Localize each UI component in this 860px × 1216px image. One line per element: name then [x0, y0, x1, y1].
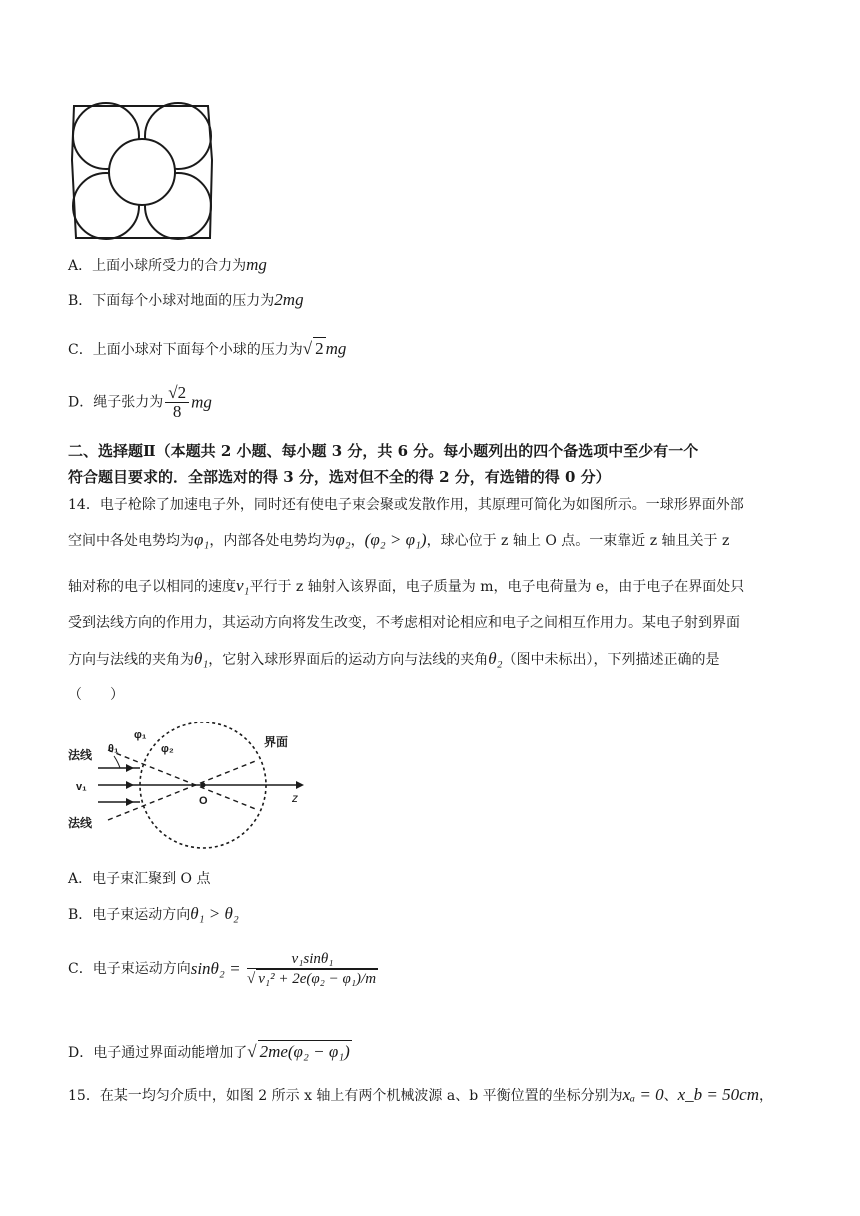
q14-line3: 轴对称的电子以相同的速度v₁平行于 z 轴射入该界面，电子质量为 m，电子电荷量为 e，由于电子在界面处只 — [68, 576, 745, 595]
spheres-figure — [68, 100, 218, 245]
label-interface: 界面 — [264, 735, 289, 749]
q14-line2: 空间中各处电势均为φ₁，内部各处电势均为φ₂，(φ₂ > φ₁)，球心位于 z 轴上 O 点。一束靠近 z 轴且关于 z — [68, 530, 730, 549]
z-axis-arrow — [296, 781, 304, 789]
section2-header-line2: 符合题目要求的．全部选对的得 3 分，选对但不全的得 2 分，有选错的得 0 分） — [68, 468, 611, 486]
q15-line1: 15．在某一均匀介质中，如图 2 所示 x 轴上有两个机械波源 a、b 平衡位置的坐标分别为xₐ = 0、x_b = 50cm， — [68, 1085, 773, 1104]
q14-line4: 受到法线方向的作用力，其运动方向将发生改变，不考虑相对论相应和电子之间相互作用力。某电子射到界面 — [68, 615, 740, 631]
option-b: B．下面每个小球对地面的压力为2mg — [68, 290, 304, 309]
label-o: O — [199, 795, 208, 807]
label-normal-bottom: 法线 — [68, 816, 93, 830]
label-v1: v₁ — [76, 781, 87, 793]
q14-line6: （ ） — [68, 687, 124, 703]
label-phi2: φ₂ — [161, 743, 174, 755]
ball-center — [109, 139, 175, 205]
fraction-sin-theta2: $\frac{\text{v₁sinθ₁}}{\text{√ v₁² + 2e(φ₂ − φ₁)/m}}$ — [247, 951, 377, 987]
option-c: C．上面小球对下面每个小球的压力为√ 2 mg — [68, 339, 347, 358]
label-phi1: φ₁ — [134, 729, 147, 741]
ray-top-arrow — [126, 764, 134, 772]
label-normal-top: 法线 — [68, 748, 93, 762]
ray-center-arrow — [126, 781, 134, 789]
center-point-o — [201, 783, 206, 788]
section2-header-line1: 二、选择题Ⅱ（本题共 2 小题、每小题 3 分，共 6 分。每小题列出的四个备选项中至少有一个 — [68, 442, 699, 460]
label-theta1: θ₁ — [108, 743, 119, 755]
label-z: z — [292, 791, 298, 805]
q14-option-d: D．电子通过界面动能增加了√ 2me(φ₂ − φ₁) — [68, 1042, 350, 1061]
fraction-root2-over-8: $\frac{√2}{8}$ — [165, 384, 189, 421]
option-d: D．绳子张力为 $\frac{√2}{8}$ mg — [68, 383, 212, 421]
theta1-arc — [114, 756, 120, 768]
q14-line1: 14．电子枪除了加速电子外，同时还有使电子束会聚或发散作用，其原理可简化为如图所示。一球形界面外部 — [68, 497, 744, 513]
interface-figure — [68, 722, 338, 862]
q14-option-a: A．电子束汇聚到 O 点 — [68, 871, 211, 887]
option-a: A．上面小球所受力的合力为mg — [68, 255, 267, 274]
q14-option-b: B．电子束运动方向θ₁ > θ₂ — [68, 904, 239, 923]
ray-bottom-arrow — [126, 798, 134, 806]
q14-line5: 方向与法线的夹角为θ₁，它射入球形界面后的运动方向与法线的夹角θ₂（图中未标出），下列描述正确的是 — [68, 649, 720, 668]
q14-option-c: C．电子束运动方向sinθ₂ = $\frac{\text{v₁sinθ₁}}{\text{√ v₁² + 2e(φ₂ − φ₁)/m}}$ — [68, 951, 377, 987]
